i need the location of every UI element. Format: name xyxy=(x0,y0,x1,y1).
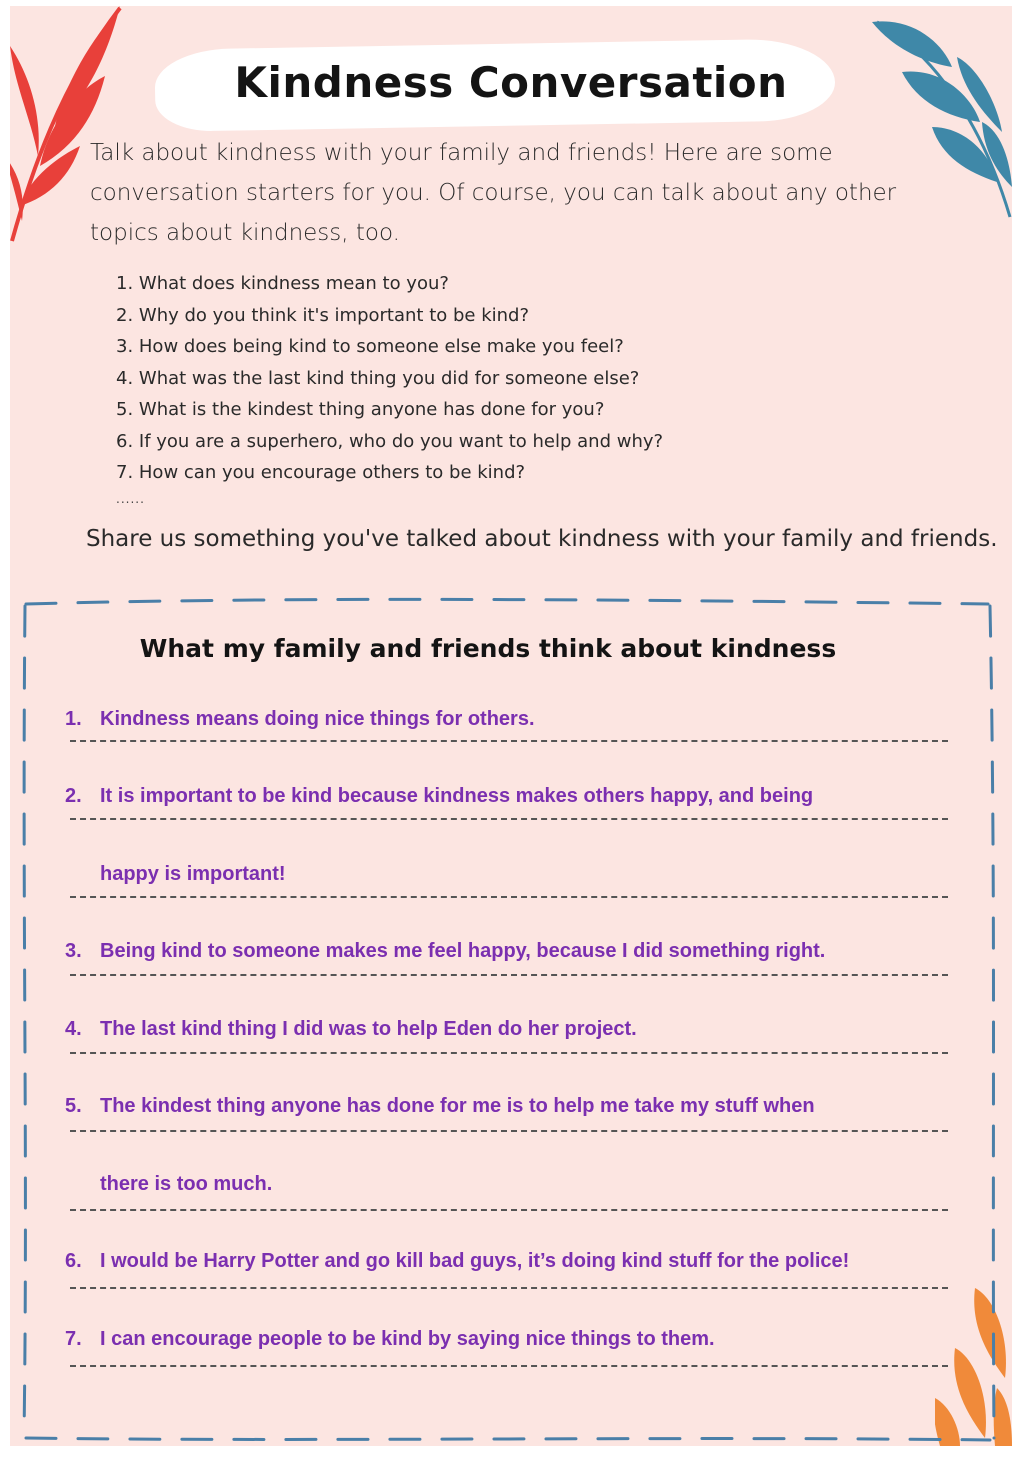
question-item: 1. What does kindness mean to you? xyxy=(116,273,449,294)
answer-line-1 xyxy=(65,708,535,731)
question-item: 6. If you are a superhero, who do you want to help and why? xyxy=(116,430,664,452)
answer-text: Being kind to someone makes me feel happy, because I did something right. xyxy=(100,940,826,962)
answer-line-6 xyxy=(65,1250,849,1273)
answer-line-2-cont xyxy=(65,863,286,886)
writing-line xyxy=(70,818,948,820)
answer-text: I would be Harry Potter and go kill bad guys, it’s doing kind stuff for the police! xyxy=(100,1250,850,1272)
answer-line-5 xyxy=(65,1095,815,1118)
answer-text: there is too much. xyxy=(100,1173,273,1195)
question-item: 4. What was the last kind thing you did for someone else? xyxy=(116,367,640,389)
answer-line-3 xyxy=(65,940,825,963)
page-title: Kindness Conversation xyxy=(234,58,788,107)
writing-line xyxy=(70,740,948,742)
share-prompt: Share us something you've talked about kindness with your family and friends. xyxy=(86,526,998,552)
writing-line xyxy=(70,1130,948,1132)
question-item: 3. How does being kind to someone else make you feel? xyxy=(116,336,624,357)
answer-line-7 xyxy=(65,1328,715,1351)
answer-number: 5. xyxy=(65,1095,82,1117)
answer-line-2 xyxy=(65,785,813,808)
answer-number: 3. xyxy=(65,940,82,962)
answer-text: happy is important! xyxy=(100,863,286,885)
answer-line-5-cont xyxy=(65,1173,272,1196)
answer-number: 2. xyxy=(65,785,82,807)
question-item: 2. Why do you think it's important to be kind? xyxy=(116,304,530,326)
writing-line xyxy=(70,974,948,976)
answer-text: The kindest thing anyone has done for me is to help me take my stuff when xyxy=(100,1095,815,1117)
answer-text: I can encourage people to be kind by saying nice things to them. xyxy=(100,1328,715,1350)
intro-text: Talk about kindness with your family and friends! Here are some conversation starters for you. Of course, you can talk about any other topics about kindness, too. xyxy=(90,140,897,246)
answer-number: 6. xyxy=(65,1250,82,1272)
question-item: 7. How can you encourage others to be kind? xyxy=(116,462,526,483)
answer-number: 7. xyxy=(65,1328,82,1350)
answer-text: It is important to be kind because kindness makes others happy, and being xyxy=(100,785,814,807)
answer-text: Kindness means doing nice things for others. xyxy=(100,708,535,730)
answer-line-4 xyxy=(65,1018,637,1041)
question-item: 5. What is the kindest thing anyone has done for you? xyxy=(116,399,605,420)
writing-line xyxy=(70,1287,948,1289)
worksheet-page xyxy=(10,6,1012,1446)
writing-line xyxy=(70,896,948,898)
answer-text: The last kind thing I did was to help Eden do her project. xyxy=(100,1018,637,1040)
list-ellipsis: ...... xyxy=(116,492,145,506)
writing-line xyxy=(70,1365,948,1367)
answer-box-title: What my family and friends think about kindness xyxy=(139,634,837,663)
writing-line xyxy=(70,1052,948,1054)
answer-number: 4. xyxy=(65,1018,82,1040)
answer-number: 1. xyxy=(65,708,82,730)
writing-line xyxy=(70,1209,948,1211)
